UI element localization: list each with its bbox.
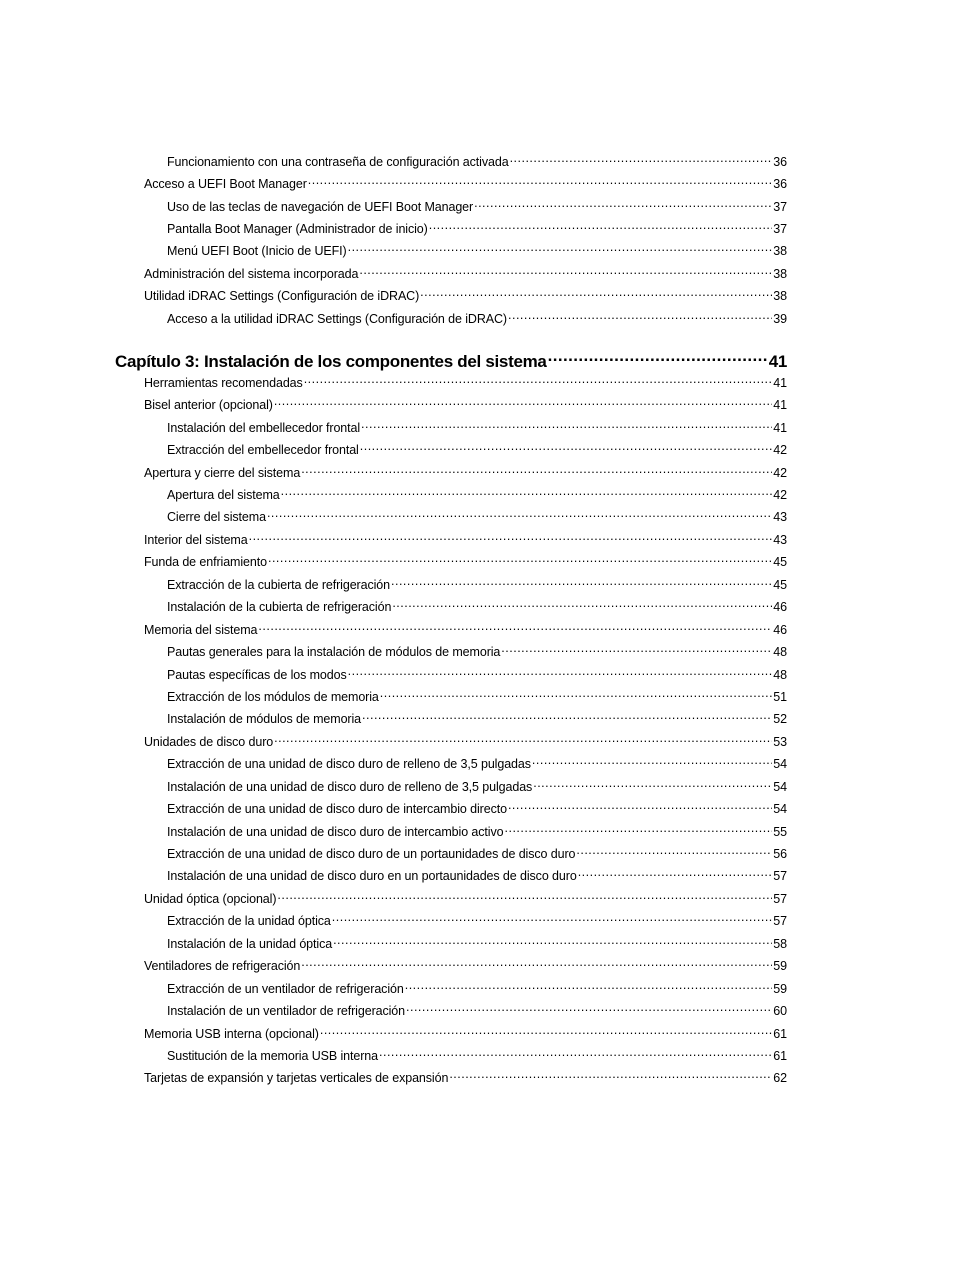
toc-entry-title: Memoria USB interna (opcional) xyxy=(144,1026,319,1041)
dot-leader xyxy=(333,935,772,948)
toc-entry-page-number: 42 xyxy=(773,465,787,480)
toc-entry-title: Extracción de la cubierta de refrigeración xyxy=(167,577,391,592)
toc-entry-page-number: 41 xyxy=(773,375,787,390)
dot-leader xyxy=(533,778,772,791)
toc-entry-page-number: 38 xyxy=(773,243,787,258)
toc-entry[interactable] xyxy=(167,666,787,682)
toc-entry[interactable] xyxy=(167,778,787,794)
toc-entry-page-number: 46 xyxy=(773,599,787,614)
toc-entry-title: Instalación del embellecedor frontal xyxy=(167,420,361,435)
toc-entry[interactable] xyxy=(167,755,787,771)
toc-entry-page-number: 36 xyxy=(773,154,787,169)
toc-entry-page-number: 61 xyxy=(773,1048,787,1063)
dot-leader xyxy=(405,980,773,993)
toc-entry[interactable] xyxy=(144,464,787,480)
toc-entry-page-number: 45 xyxy=(773,577,787,592)
toc-entry[interactable] xyxy=(167,1002,787,1018)
dot-leader xyxy=(501,643,772,656)
toc-entry-title: Pautas generales para la instalación de módulos de memoria xyxy=(167,644,501,659)
dot-leader xyxy=(308,175,773,188)
dot-leader xyxy=(379,1047,772,1060)
toc-entry-title: Instalación de la cubierta de refrigeración xyxy=(167,599,392,614)
toc-entry[interactable] xyxy=(167,310,787,326)
toc-entry-page-number: 41 xyxy=(773,420,787,435)
toc-entry-title: Instalación de módulos de memoria xyxy=(167,711,362,726)
dot-leader xyxy=(274,396,772,409)
toc-entry-page-number: 57 xyxy=(773,868,787,883)
toc-entry-page-number: 41 xyxy=(768,352,787,371)
toc-entry[interactable] xyxy=(167,823,787,839)
toc-entry-page-number: 59 xyxy=(773,958,787,973)
toc-entry-title: Instalación de una unidad de disco duro en un portaunidades de disco duro xyxy=(167,868,577,883)
toc-entry-page-number: 41 xyxy=(773,397,787,412)
dot-leader xyxy=(380,688,773,701)
toc-entry-page-number: 43 xyxy=(773,532,787,547)
dot-leader xyxy=(267,508,772,521)
dot-leader xyxy=(281,486,773,499)
dot-leader xyxy=(320,1025,772,1038)
dot-leader xyxy=(576,845,772,858)
toc-entry[interactable] xyxy=(167,688,787,704)
toc-entry-page-number: 55 xyxy=(773,824,787,839)
toc-entry[interactable] xyxy=(167,800,787,816)
toc-entry[interactable] xyxy=(167,845,787,861)
dot-leader xyxy=(360,441,773,454)
toc-entry-page-number: 58 xyxy=(773,936,787,951)
dot-leader xyxy=(474,198,772,211)
dot-leader xyxy=(301,464,772,477)
toc-entry[interactable] xyxy=(144,957,787,973)
dot-leader xyxy=(361,419,772,432)
toc-entry-title: Extracción de una unidad de disco duro de relleno de 3,5 pulgadas xyxy=(167,756,531,771)
toc-entry-page-number: 52 xyxy=(773,711,787,726)
dot-leader xyxy=(406,1002,772,1015)
toc-entry-title: Instalación de la unidad óptica xyxy=(167,936,333,951)
dot-leader xyxy=(429,220,773,233)
toc-entry-title: Instalación de un ventilador de refrigeración xyxy=(167,1003,406,1018)
toc-entry-title: Extracción de un ventilador de refrigeración xyxy=(167,981,404,996)
toc-entry[interactable] xyxy=(144,396,787,412)
toc-entry[interactable] xyxy=(167,1047,787,1063)
toc-entry-page-number: 54 xyxy=(773,779,787,794)
dot-leader xyxy=(277,890,772,903)
toc-entry-title: Capítulo 3: Instalación de los componentes del sistema xyxy=(115,352,547,371)
toc-entry-page-number: 59 xyxy=(773,981,787,996)
dot-leader xyxy=(274,733,772,746)
toc-entry[interactable] xyxy=(167,643,787,659)
toc-entry-title: Herramientas recomendadas xyxy=(144,375,303,390)
toc-entry-title: Pantalla Boot Manager (Administrador de inicio) xyxy=(167,221,428,236)
toc-entry-title: Funcionamiento con una contraseña de configuración activada xyxy=(167,154,509,169)
toc-entry-title: Bisel anterior (opcional) xyxy=(144,397,273,412)
dot-leader xyxy=(578,867,773,880)
toc-entry-title: Menú UEFI Boot (Inicio de UEFI) xyxy=(167,243,347,258)
toc-entry-title: Sustitución de la memoria USB interna xyxy=(167,1048,378,1063)
dot-leader xyxy=(532,755,772,768)
toc-entry-title: Ventiladores de refrigeración xyxy=(144,958,301,973)
toc-entry[interactable] xyxy=(167,912,787,928)
toc-entry[interactable] xyxy=(144,374,787,390)
toc-entry-title: Uso de las teclas de navegación de UEFI Boot Manager xyxy=(167,199,474,214)
toc-entry-page-number: 48 xyxy=(773,644,787,659)
toc-entry-title: Acceso a UEFI Boot Manager xyxy=(144,176,307,191)
toc-entry-page-number: 42 xyxy=(773,442,787,457)
toc-entry-page-number: 54 xyxy=(773,756,787,771)
toc-entry-page-number: 45 xyxy=(773,554,787,569)
dot-leader xyxy=(391,576,772,589)
toc-entry-page-number: 37 xyxy=(773,221,787,236)
toc-entry-page-number: 57 xyxy=(773,913,787,928)
toc-entry-title: Acceso a la utilidad iDRAC Settings (Configuración de iDRAC) xyxy=(167,311,507,326)
toc-entry[interactable] xyxy=(167,441,787,457)
toc-entry-page-number: 48 xyxy=(773,667,787,682)
dot-leader xyxy=(392,598,772,611)
dot-leader xyxy=(508,310,772,323)
toc-entry[interactable] xyxy=(167,980,787,996)
toc-entry[interactable] xyxy=(144,733,787,749)
dot-leader xyxy=(508,800,772,813)
toc-entry-page-number: 36 xyxy=(773,176,787,191)
toc-entry-page-number: 37 xyxy=(773,199,787,214)
toc-entry-page-number: 39 xyxy=(773,311,787,326)
dot-leader xyxy=(420,287,772,300)
dot-leader xyxy=(510,153,773,166)
dot-leader xyxy=(362,710,772,723)
toc-entry-page-number: 51 xyxy=(773,689,787,704)
toc-entry-page-number: 38 xyxy=(773,266,787,281)
toc-entry[interactable] xyxy=(167,242,787,258)
toc-entry[interactable] xyxy=(167,867,787,883)
toc-entry-title: Apertura del sistema xyxy=(167,487,280,502)
dot-leader xyxy=(332,912,773,925)
dot-leader xyxy=(304,374,773,387)
toc-entry-title: Extracción de una unidad de disco duro de intercambio directo xyxy=(167,801,507,816)
toc-entry-title: Extracción de la unidad óptica xyxy=(167,913,331,928)
toc-entry-page-number: 62 xyxy=(773,1070,787,1085)
dot-leader xyxy=(348,242,773,255)
toc-entry-title: Pautas específicas de los modos xyxy=(167,667,347,682)
toc-entry[interactable] xyxy=(144,1069,787,1085)
toc-entry[interactable] xyxy=(144,287,787,303)
toc-entry-title: Apertura y cierre del sistema xyxy=(144,465,301,480)
toc-entry[interactable] xyxy=(144,553,787,569)
toc-entry-page-number: 60 xyxy=(773,1003,787,1018)
dot-leader xyxy=(359,265,772,278)
toc-entry-title: Unidad óptica (opcional) xyxy=(144,891,277,906)
toc-entry-title: Tarjetas de expansión y tarjetas verticales de expansión xyxy=(144,1070,449,1085)
dot-leader xyxy=(548,350,768,367)
toc-entry-title: Cierre del sistema xyxy=(167,509,266,524)
toc-entry-page-number: 61 xyxy=(773,1026,787,1041)
toc-entry-title: Memoria del sistema xyxy=(144,622,258,637)
toc-entry-page-number: 57 xyxy=(773,891,787,906)
toc-entry[interactable] xyxy=(167,419,787,435)
toc-entry[interactable] xyxy=(167,220,787,236)
dot-leader xyxy=(268,553,772,566)
toc-entry[interactable] xyxy=(167,710,787,726)
toc-entry-title: Utilidad iDRAC Settings (Configuración de iDRAC) xyxy=(144,288,420,303)
toc-entry[interactable] xyxy=(167,486,787,502)
toc-entry[interactable] xyxy=(167,153,787,169)
toc-entry-title: Funda de enfriamiento xyxy=(144,554,267,569)
dot-leader xyxy=(249,531,773,544)
toc-entry-title: Interior del sistema xyxy=(144,532,248,547)
toc-entry[interactable] xyxy=(167,935,787,951)
toc-entry-page-number: 46 xyxy=(773,622,787,637)
toc-entry[interactable] xyxy=(167,576,787,592)
toc-entry-title: Extracción del embellecedor frontal xyxy=(167,442,359,457)
toc-entry-title: Instalación de una unidad de disco duro de intercambio activo xyxy=(167,824,504,839)
toc-entry-title: Instalación de una unidad de disco duro de relleno de 3,5 pulgadas xyxy=(167,779,533,794)
toc-entry[interactable] xyxy=(167,508,787,524)
toc-entry-page-number: 42 xyxy=(773,487,787,502)
toc-entry[interactable] xyxy=(167,598,787,614)
dot-leader xyxy=(449,1069,772,1082)
dot-leader xyxy=(301,957,772,970)
toc-entry[interactable] xyxy=(144,531,787,547)
toc-entry[interactable] xyxy=(144,1025,787,1041)
toc-entry-title: Extracción de los módulos de memoria xyxy=(167,689,379,704)
dot-leader xyxy=(258,621,772,634)
dot-leader xyxy=(505,823,773,836)
toc-entry[interactable] xyxy=(144,265,787,281)
toc-chapter-entry[interactable] xyxy=(115,350,787,372)
toc-entry-page-number: 54 xyxy=(773,801,787,816)
dot-leader xyxy=(348,666,773,679)
toc-entry-title: Unidades de disco duro xyxy=(144,734,274,749)
toc-entry[interactable] xyxy=(144,890,787,906)
toc-entry-title: Extracción de una unidad de disco duro de un portaunidades de disco duro xyxy=(167,846,576,861)
toc-entry-page-number: 43 xyxy=(773,509,787,524)
toc-entry-page-number: 53 xyxy=(773,734,787,749)
toc-entry[interactable] xyxy=(144,175,787,191)
toc-entry-page-number: 56 xyxy=(773,846,787,861)
toc-entry[interactable] xyxy=(167,198,787,214)
toc-entry-title: Administración del sistema incorporada xyxy=(144,266,359,281)
toc-entry[interactable] xyxy=(144,621,787,637)
toc-entry-page-number: 38 xyxy=(773,288,787,303)
